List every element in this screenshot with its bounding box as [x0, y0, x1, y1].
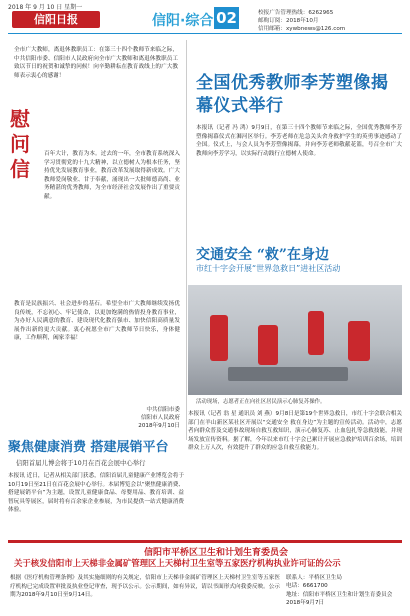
notice-contact-line: 电话：6661700	[286, 583, 328, 590]
article-headline: 聚焦健康消费 搭建展销平台	[8, 440, 169, 455]
signature-line: 中共信阳市委	[146, 407, 180, 413]
photo-person	[258, 325, 278, 365]
newspaper-logo: 信阳日报	[12, 11, 100, 28]
article-subheadline: 市红十字会开展“世界急救日”进社区活动	[196, 264, 341, 273]
signature-line: 2018年9月10日	[138, 423, 180, 429]
photo-mat	[228, 367, 348, 381]
header-info-line: 校报广告管理热线：6262965	[258, 10, 334, 16]
article-headline: 交通安全 “救”在身边	[196, 247, 329, 263]
column-divider	[186, 40, 187, 440]
article-photo	[188, 285, 402, 395]
article-body: 本报讯 近日，记者从相关部门获悉，信阳首届儿童健康产业博览会将于10月19日至21日在百花会展中心举行。本届博览会以“聚焦健康消费、搭建展销平台”为主题，设置儿童健康食品、母婴用品、教育培训、益智玩具等展区，届时将有百余家企业参展，为市民提供一站式健康消费体验。	[8, 473, 184, 514]
photo-caption: 活动现场，志愿者正在向社区居民演示心肺复苏操作。	[196, 399, 326, 405]
notice-contacts	[286, 574, 402, 608]
signature-line: 信阳市人民政府	[140, 415, 180, 421]
notice-contact-line: 地址：信阳市平桥区卫生和计划生育委员会	[286, 591, 393, 598]
notice-organization: 信阳市平桥区卫生和计划生育委员会	[144, 548, 289, 558]
issue-date: 2018 年 9 月 10 日 星期一	[8, 4, 83, 11]
article-body: 本报讯（记者 翁 星 通讯员 刘 燕）9月8日是第19个世界急救日，市红十字会联合相关部门在羊山新区某社区开展以“交通安全 救在身边”为主题的宣传活动。活动中，志愿者向群众普及交通事故现场自救互救知识，演示心肺复苏、止血包扎等急救技能，并现场发放宣传资料。据了解，今年以来市红十字会已累计开展应急救护培训百余场，培训群众上万人次，有效提升了群众的应急自救互救能力。	[188, 411, 402, 452]
photo-person	[348, 321, 370, 361]
letter-intro: 全市广大教师，离退休教职员工：在第三十四个教师节来临之际，中共信阳市委、信阳市人民政府向全市广大教师和离退休教职员工致以节日的祝贺和诚挚的问候！向辛勤耕耘在教育战线上的广大教师表示衷心的感谢！	[14, 47, 178, 79]
letter-body-2: 教育是民族振兴、社会进步的基石。希望全市广大教师继续发扬优良传统，不忘初心、牢记使命，以更加饱满的热情投身教育事业，为办好人民满意的教育、建设现代化教育强市、加快信阳高质量发展作出新的更大贡献。衷心祝愿全市广大教师节日快乐，身体健康，工作顺利，阖家幸福！	[14, 301, 180, 342]
photo-person	[308, 311, 324, 355]
header-info-line: 邮购订阅：2018年10月	[258, 18, 319, 24]
notice-title: 关于核发信阳市上天梯非金属矿管理区上天梯村卫生室等五家医疗机构执业许可证的公示	[14, 558, 341, 568]
notice-contact-line: 2018年9月7日	[286, 600, 325, 607]
notice-contact-line: 联系人：平桥区卫生局	[286, 575, 342, 581]
page-number: 02	[214, 7, 239, 29]
section-title: 信阳·综合	[152, 13, 214, 29]
letter-title: 慰问信	[10, 107, 30, 181]
article-headline: 全国优秀教师李芳塑像揭幕仪式举行	[196, 73, 389, 116]
article-subheadline: 信阳首届儿博会将于10月在百花会展中心举行	[16, 459, 146, 467]
letter-signature	[120, 406, 180, 430]
header-divider	[8, 33, 402, 34]
letter-body: 百年大计，教育为本。过去的一年，全市教育系统深入学习贯彻党的十九大精神，以立德树人为根本任务，坚持优先发展教育事业，教育改革发展取得新成效。广大教师爱岗敬业、甘于奉献，涌现出一大批师德高尚、业务精湛的优秀教师，为全市经济社会发展作出了重要贡献。	[44, 151, 180, 200]
article-body: 本报讯（记者 冯 鸿）9月9日，在第三十四个教师节来临之际，全国优秀教师李芳塑像揭幕仪式在浉河区举行。李芳老师在危急关头舍身救护学生的英勇事迹感动了全国。仪式上，与会人员为李芳塑像揭幕，并向李芳老师敬献花篮，号召全市广大教师向李芳学习，以实际行动践行立德树人使命。	[196, 125, 402, 157]
header-info-line: 信用邮箱：xywbnews@126.com	[258, 26, 346, 32]
photo-person	[210, 315, 228, 361]
notice-body: 根据《医疗机构管理条例》及其实施细则的有关规定，信阳市上天梯非金属矿管理区上天梯村卫生室等五家医疗机构已完成设置审批及执业登记审查，现予以公示。公示期间，如有异议，请以书面形式向我委反映。公示期为2018年9月10日至9月14日。	[10, 575, 280, 599]
